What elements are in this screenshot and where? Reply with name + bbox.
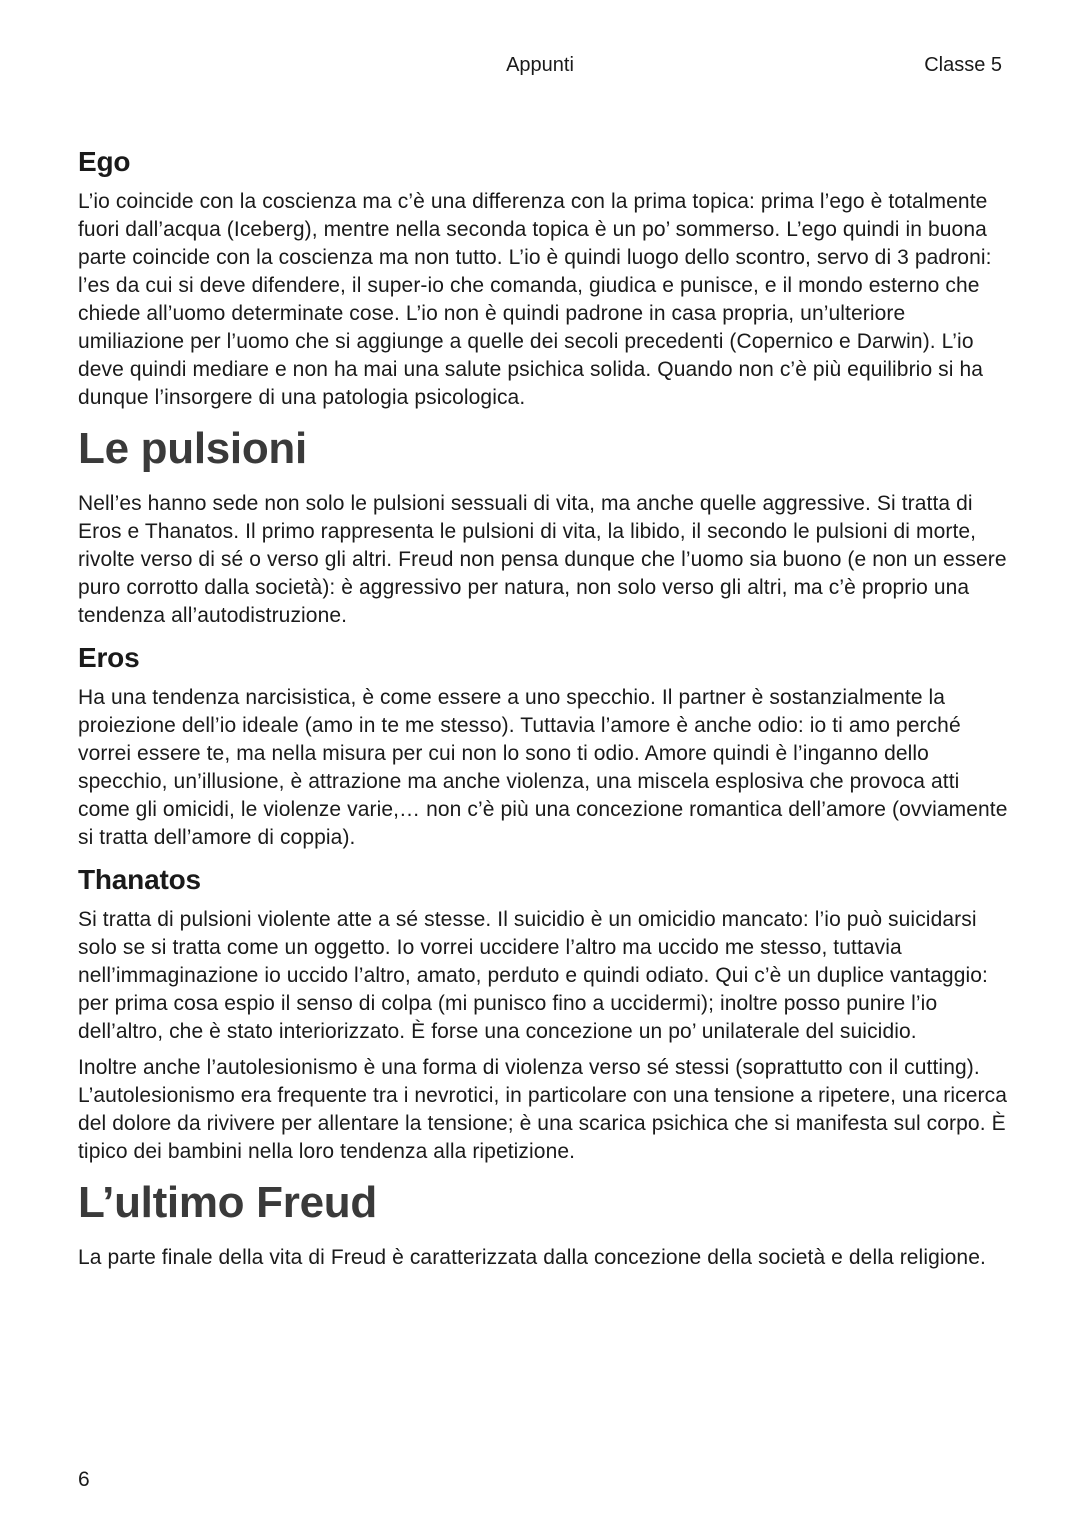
heading-ego: Ego xyxy=(78,146,131,177)
page-content xyxy=(78,142,1008,1280)
paragraph-thanatos-2: Inoltre anche l’autolesionismo è una forma di violenza verso sé stessi (soprattutto con il cutting). L’autolesionismo era frequente tra i nevrotici, in particolare con una tensione a ripetere, una ricerca del dolore da rivivere per allentare la tensione; è una scarica psichica che si manifesta sul corpo. È tipico dei bambini nella loro tendenza alla ripetizione. xyxy=(78,1056,1007,1163)
heading-eros: Eros xyxy=(78,642,140,673)
paragraph-ultimo-freud: La parte finale della vita di Freud è caratterizzata dalla concezione della società e della religione. xyxy=(78,1246,986,1269)
heading-le-pulsioni: Le pulsioni xyxy=(78,424,307,473)
paragraph-thanatos-1: Si tratta di pulsioni violente atte a sé stesse. Il suicidio è un omicidio mancato: l’io può suicidarsi solo se si tratta come un oggetto. Io vorrei uccidere l’altro ma uccido me stesso, tuttavia nell’immaginazione io uccido l’altro, amato, perduto e quindi odiato. Qui c’è un duplice vantaggio: per prima cosa espio il senso di colpa (mi punisco fino a uccidermi); inoltre posso punire l’io dell’altro, che è stato interiorizzato. È forse una concezione un po’ unilaterale del suicidio. xyxy=(78,908,988,1043)
header-title: Appunti xyxy=(506,54,574,76)
header-class-label: Classe 5 xyxy=(924,54,1002,76)
page-number: 6 xyxy=(78,1468,90,1491)
heading-ultimo-freud: L’ultimo Freud xyxy=(78,1178,377,1227)
paragraph-eros: Ha una tendenza narcisistica, è come essere a uno specchio. Il partner è sostanzialmente la proiezione dell’io ideale (amo in te me stesso). Tuttavia l’amore è anche odio: io ti amo perché vorrei essere te, ma nella misura per cui non lo sono ti odio. Amore quindi è l’inganno dello specchio, un’illusione, è attrazione ma anche violenza, una miscela esplosiva che provoca atti come gli omicidi, le violenze varie,… non c’è più una concezione romantica dell’amore (ovviamente si tratta dell’amore di coppia). xyxy=(78,686,1008,849)
paragraph-ego: L’io coincide con la coscienza ma c’è una differenza con la prima topica: prima l’ego è totalmente fuori dall’acqua (Iceberg), mentre nella seconda topica è un po’ sommerso. L’ego quindi in buona parte coincide con la coscienza ma non tutto. L’io è quindi luogo dello scontro, servo di 3 padroni: l’es da cui si deve difendere, il super-io che comanda, giudica e punisce, e il mondo esterno che chiede all’uomo determinate cose. L’io non è quindi padrone in casa propria, un’ulteriore umiliazione per l’uomo che si aggiunge a quelle dei secoli precedenti (Copernico e Darwin). L’io deve quindi mediare e non ha mai una salute psichica solida. Quando non c’è più equilibrio si ha dunque l’insorgere di una patologia psicologica. xyxy=(78,190,992,409)
paragraph-pulsioni: Nell’es hanno sede non solo le pulsioni sessuali di vita, ma anche quelle aggressive. Si tratta di Eros e Thanatos. Il primo rappresenta le pulsioni di vita, la libido, il secondo le pulsioni di morte, rivolte verso di sé o verso gli altri. Freud non pensa dunque che l’uomo sia buono (e non un essere puro corrotto dalla società): è aggressivo per natura, non solo verso gli altri, ma c’è proprio una tendenza all’autodistruzione. xyxy=(78,492,1007,627)
heading-thanatos: Thanatos xyxy=(78,864,201,895)
